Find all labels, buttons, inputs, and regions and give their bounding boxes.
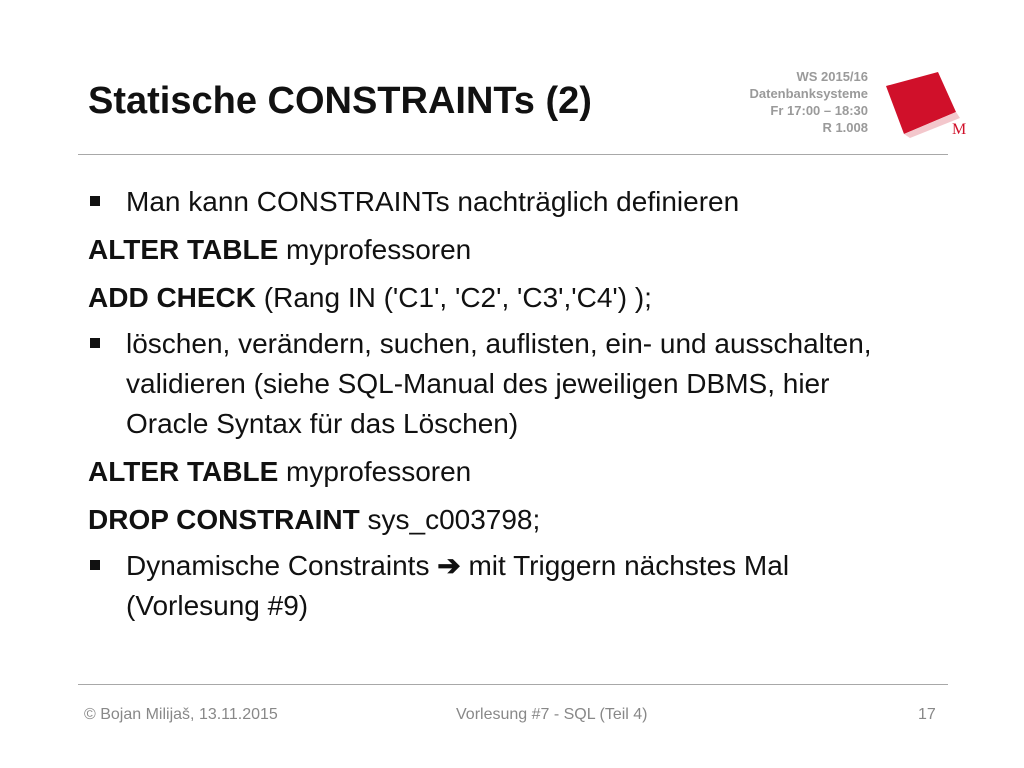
bullet-text: mit Triggern nächstes Mal (Vorlesung #9) [126, 550, 790, 621]
bullet-text: löschen, verändern, suchen, auflisten, ein- und ausschalten, validieren (siehe SQL-Manual des jeweiligen DBMS, hier Oracle Syntax für das Löschen) [126, 328, 872, 439]
footer-divider [78, 684, 948, 685]
logo-letter: M [952, 121, 966, 138]
sql-text: (Rang IN ('C1', 'C2', 'C3','C4') ); [256, 282, 652, 313]
square-bullet-icon [90, 196, 100, 206]
square-bullet-icon [90, 338, 100, 348]
slide-title: Statische CONSTRAINTs (2) [88, 80, 592, 122]
bullet-text: Dynamische Constraints [126, 550, 438, 581]
page-number: 17 [918, 706, 936, 723]
arrow-right-icon: ➔ [437, 550, 461, 581]
course-semester: WS 2015/16 [796, 69, 868, 84]
sql-keyword: DROP CONSTRAINT [88, 504, 360, 535]
sql-line [88, 230, 918, 270]
university-logo [876, 72, 966, 138]
slide-content [88, 176, 918, 626]
bullet-item [88, 546, 918, 626]
sql-keyword: ADD CHECK [88, 282, 256, 313]
sql-line [88, 452, 918, 492]
sql-keyword: ALTER TABLE [88, 456, 279, 487]
square-bullet-icon [90, 560, 100, 570]
course-time: Fr 17:00 – 18:30 [770, 103, 868, 118]
sql-text: myprofessoren [278, 234, 472, 265]
logo-red-shape [886, 72, 956, 134]
course-info [750, 68, 869, 136]
sql-line [88, 278, 918, 318]
sql-line [88, 500, 918, 540]
header-divider [78, 154, 948, 155]
course-room: R 1.008 [822, 120, 868, 135]
footer-lecture: Vorlesung #7 - SQL (Teil 4) [456, 706, 648, 723]
bullet-text: Man kann CONSTRAINTs nachträglich definieren [126, 186, 740, 217]
course-name: Datenbanksysteme [749, 86, 868, 101]
bullet-item [88, 182, 918, 222]
sql-text: sys_c003798; [359, 504, 541, 535]
footer-author: © Bojan Milijaš, 13.11.2015 [84, 706, 278, 723]
bullet-item [88, 324, 918, 444]
sql-text: myprofessoren [278, 456, 472, 487]
sql-keyword: ALTER TABLE [88, 234, 279, 265]
